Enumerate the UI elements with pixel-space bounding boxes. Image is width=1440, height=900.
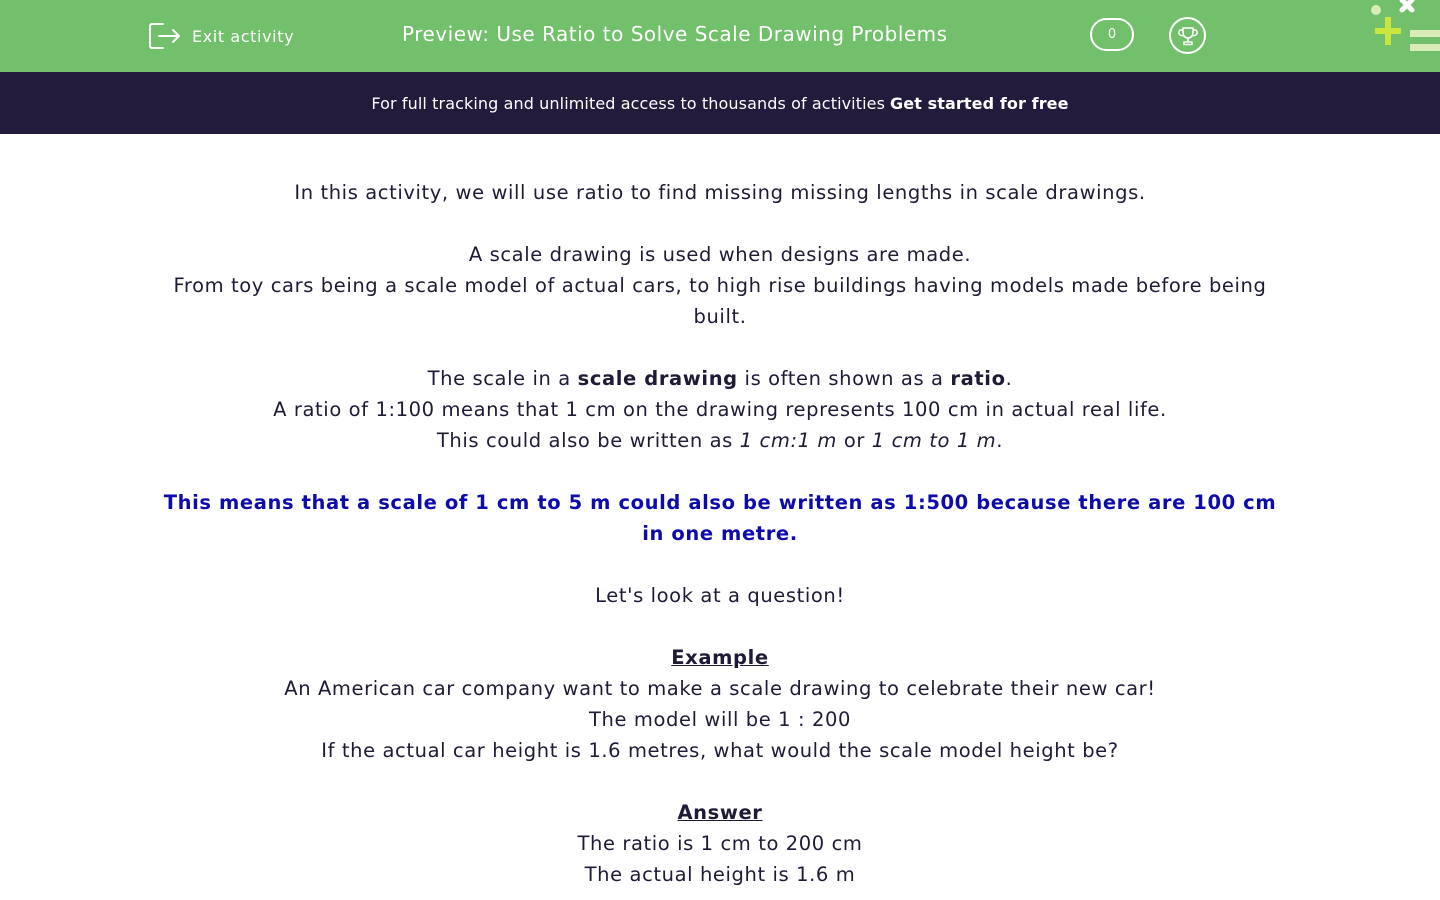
trophy-icon [1177, 25, 1199, 47]
example-line: An American car company want to make a scale drawing to celebrate their new car! [284, 677, 1156, 700]
ratio-meaning-text: A ratio of 1:100 means that 1 cm on the drawing represents 100 cm in actual real life. [273, 398, 1167, 421]
example-line: If the actual car height is 1.6 metres, what would the scale model height be? [321, 739, 1119, 762]
example-line: The model will be 1 : 200 [589, 708, 851, 731]
score-counter: 0 [1090, 18, 1134, 51]
intro-text: In this activity, we will use ratio to find missing missing lengths in scale drawings. [294, 181, 1146, 204]
answer-line: The ratio is 1 cm to 200 cm [577, 832, 863, 855]
answer-heading: Answer [677, 801, 763, 824]
exit-activity-label: Exit activity [192, 26, 295, 46]
scale-drawing-term: scale drawing [577, 367, 738, 390]
get-started-link[interactable]: Get started for free [890, 93, 1069, 113]
top-bar [0, 0, 1440, 72]
promo-banner [0, 72, 1440, 134]
exit-activity-button[interactable] [148, 20, 294, 52]
scale-examples-text: From toy cars being a scale model of actual cars, to high rise buildings having models made before being built. [173, 274, 1267, 328]
scale-drawing-text: A scale drawing is used when designs are made. [468, 243, 972, 266]
brand-logo-icon [1366, 0, 1440, 56]
promo-text: For full tracking and unlimited access to thousands of activities [371, 93, 886, 113]
page-title: Preview: Use Ratio to Solve Scale Drawing Problems [402, 22, 948, 46]
scale-ratio-text: The scale in a scale drawing is often shown as a ratio. [427, 367, 1013, 390]
activity-content [150, 177, 1290, 890]
highlight-text: This means that a scale of 1 cm to 5 m could also be written as 1:500 because there are 100 cm in one metre. [163, 491, 1277, 545]
lets-look-text: Let's look at a question! [595, 584, 845, 607]
trophy-button[interactable] [1169, 17, 1206, 54]
alternate-notation-text: This could also be written as 1 cm:1 m or 1 cm to 1 m. [436, 429, 1004, 452]
exit-icon [148, 21, 182, 51]
ratio-term: ratio [950, 367, 1006, 390]
answer-line: The actual height is 1.6 m [584, 863, 856, 886]
example-heading: Example [671, 646, 769, 669]
